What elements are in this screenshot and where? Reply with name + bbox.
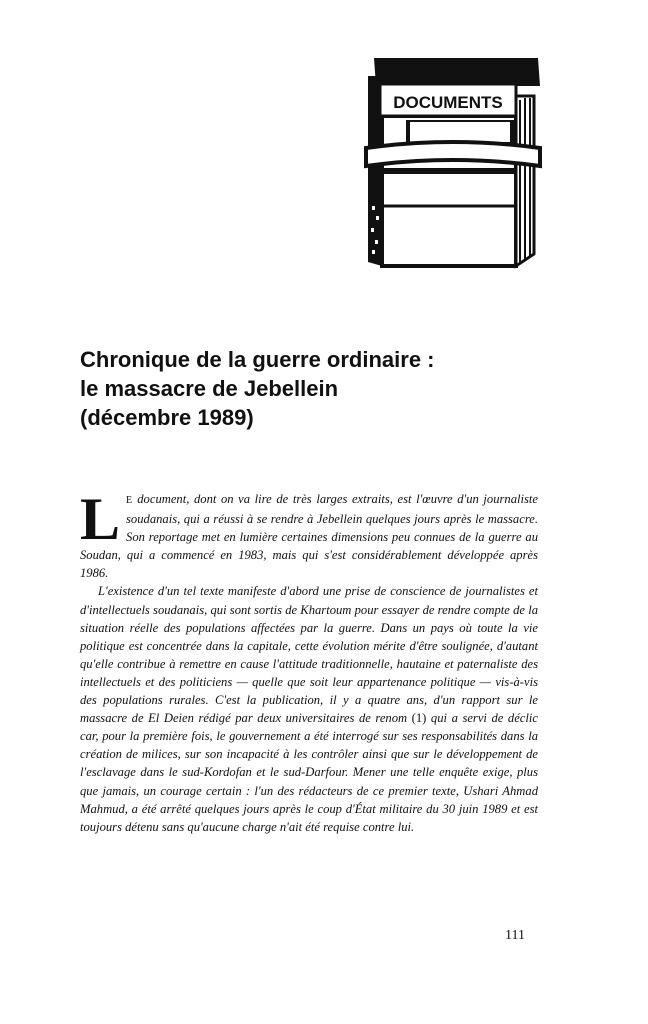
drop-cap: L (80, 486, 121, 552)
paragraph-1-text: document, dont on va lire de très larges extraits, est l'œuvre d'un journaliste soudanais, qui a réussi à se rendre à Jebellein quelques jours après le massacre. Son reportage met en lumière certaines dimensions peu connues de la guerre au Soudan, qui a commencé en 1983, mais qui s'est considérablement développée après 1986. (80, 492, 538, 581)
article-body (80, 486, 538, 836)
footnote-ref: (1) (407, 711, 427, 726)
title-line-2: le massacre de Jebellein (80, 376, 339, 401)
paragraph-2-text-a: L'existence d'un tel texte manifeste d'abord une prise de conscience de journalistes et d'intellectuels soudanais, qui sont sortis de Khartoum pour essayer de rendre compte de la situation réelle des populations affectées par la guerre. Dans un pays où toute la vie politique est concentrée dans la capitale, cette évolution mérite d'être soulignée, d'autant qu'elle contribue à remettre en cause l'attitude traditionnelle, hautaine et paternaliste des intellectuels et des politiciens — quelle que soit leur appartenance politique — vis-à-vis des populations rurales. C'est la publication, il y a quatre ans, d'un rapport sur le massacre de El Deien rédigé par deux universitaires de renom (80, 584, 538, 726)
title-line-3: (décembre 1989) (80, 405, 254, 430)
paragraph-1 (80, 486, 538, 582)
title-line-1: Chronique de la guerre ordinaire : (80, 347, 435, 372)
paragraph-2 (80, 582, 538, 835)
page-number: 111 (505, 928, 525, 943)
documents-box-icon (362, 56, 544, 272)
first-word-rest: E (126, 495, 133, 506)
paragraph-2-text-b: qui a servi de déclic car, pour la première fois, le gouvernement a été interrogé sur ses responsabilités dans la création de milices, sur son incapacité à les contrôler ainsi que sur le développement de l'esclavage dans le sud-Kordofan et le sud-Darfour. Mener une telle enquête exige, plus que jamais, un courage certain : l'un des rédacteurs de ce premier texte, Ushari Ahmad Mahmud, a été arrêté quelques jours après le coup d'État militaire du 30 juin 1989 et est toujours détenu sans qu'aucune charge n'ait été requise contre lui. (80, 711, 538, 834)
article-title (80, 345, 560, 432)
logo-label: DOCUMENTS (393, 93, 503, 112)
